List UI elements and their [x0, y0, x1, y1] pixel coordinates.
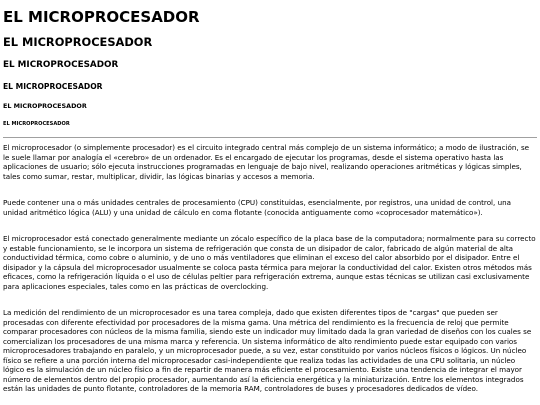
heading-level-6: EL MICROPROCESADOR	[3, 121, 70, 127]
heading-level-3: EL MICROPROCESADOR	[3, 60, 119, 70]
heading-level-1: EL MICROPROCESADOR	[3, 8, 200, 26]
heading-level-5: EL MICROPROCESADOR	[3, 102, 87, 110]
heading-level-2: EL MICROPROCESADOR	[3, 35, 153, 49]
document-page	[3, 8, 537, 394]
paragraph-cpu-units: Puede contener una o más unidades centrales de procesamiento (CPU) constituidas, esencialmente, por registros, una unidad de control, una unidad aritmético lógica (ALU) y una unidad de cálculo en coma flotante (conocida antiguamente como «coprocesador matemático»).	[3, 198, 512, 217]
paragraph-cooling: El microprocesador está conectado generalmente mediante un zócalo específico de la placa base de la computadora; normalmente para su correcto y estable funcionamiento, se le incorpora un sistema de refrigeración que consta de un disipador de calor, fabricado de algún material de alta conductividad térmica, como cobre o aluminio, y de uno o más ventiladores que eliminan el exceso del calor absorbido por el disipador. Entre el disipador y la cápsula del microprocesador usualmente se coloca pasta térmica para mejorar la conductividad del calor. Existen otros métodos más eficaces, como la refrigeración líquida o el uso de células peltier para refrigeración extrema, aunque estas técnicas se utilizan casi exclusivamente para aplicaciones especiales, tales como en las prácticas de overclocking.	[3, 234, 536, 291]
paragraph-definition: El microprocesador (o simplemente procesador) es el circuito integrado central más complejo de un sistema informático; a modo de ilustración, se le suele llamar por analogía el «cerebro» de un ordenador. Es el encargado de ejecutar los programas, desde el sistema operativo hasta las aplicaciones de usuario; sólo ejecuta instrucciones programadas en lenguaje de bajo nivel, realizando operaciones aritméticas y lógicas simples, tales como sumar, restar, multiplicar, dividir, las lógicas binarias y accesos a memoria.	[3, 143, 530, 181]
paragraph-performance: La medición del rendimiento de un microprocesador es una tarea compleja, dado que existen diferentes tipos de "cargas" que pueden ser procesadas con diferente efectividad por procesadores de la misma gama. Una métrica del rendimiento es la frecuencia de reloj que permite comparar procesadores con núcleos de la misma familia, siendo este un indicador muy limitado dada la gran variedad de diseños con los cuales se comercializan los procesadores de una misma marca y referencia. Un sistema informático de alto rendimiento puede estar equipado con varios microprocesadores trabajando en paralelo, y un microprocesador puede, a su vez, estar constituido por varios núcleos físicos o lógicos. Un núcleo físico se refiere a una porción interna del microprocesador casi-independiente que realiza todas las actividades de una CPU solitaria, un núcleo lógico es la simulación de un núcleo físico a fin de repartir de manera más eficiente el procesamiento. Existe una tendencia de integrar el mayor número de elementos dentro del propio procesador, aumentando así la eficiencia energética y la miniaturización. Entre los elementos integrados están las unidades de punto flotante, controladores de la memoria RAM, controladores de buses y procesadores dedicados de vídeo.	[3, 308, 532, 393]
heading-level-4: EL MICROPROCESADOR	[3, 82, 103, 91]
horizontal-divider	[3, 137, 537, 138]
